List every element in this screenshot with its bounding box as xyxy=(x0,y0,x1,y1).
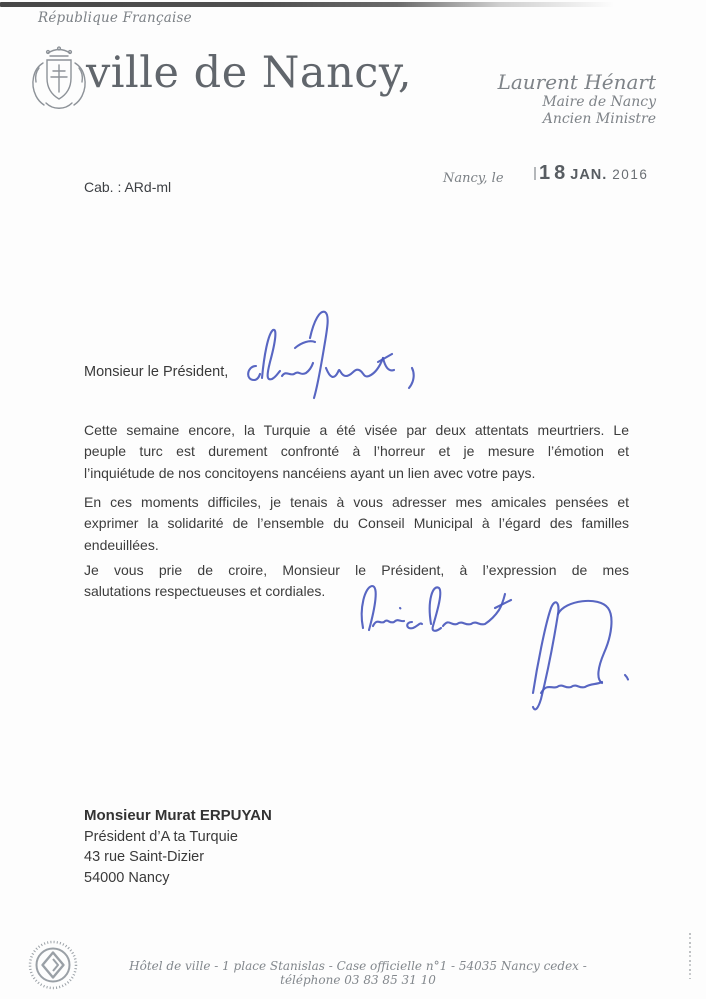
handwritten-signature xyxy=(505,595,635,715)
body-line: endeuillées. xyxy=(84,536,159,553)
stamp-month: JAN. xyxy=(570,167,608,183)
stamp-ink-smudge xyxy=(534,167,536,180)
nancy-coat-of-arms-icon xyxy=(26,44,92,114)
body-line: Je vous prie de croire, Monsieur le Président, à l’expression de mes xyxy=(84,562,629,578)
recipient-block xyxy=(84,806,272,889)
body-line: En ces moments difficiles, je tenais à vous adresser mes amicales pensées et xyxy=(84,494,629,510)
stamp-year: 2016 xyxy=(612,167,649,182)
recipient-street: 43 rue Saint-Dizier xyxy=(84,849,205,866)
body-line: l’inquiétude de nos concitoyens nancéiens ayant un lien avec votre pays. xyxy=(84,464,536,481)
paragraph-1 xyxy=(84,420,629,484)
recipient-city: 54000 Nancy xyxy=(84,870,170,887)
recipient-name: Monsieur Murat ERPUYAN xyxy=(84,807,272,824)
body-line: Cette semaine encore, la Turquie a été visée par deux attentats meurtriers. Le xyxy=(84,422,629,438)
dateline-place: Nancy, le xyxy=(443,171,504,186)
handwritten-greeting xyxy=(240,308,430,403)
sender-role-1: Maire de Nancy xyxy=(542,94,656,110)
body-line: salutations respectueuses et cordiales. xyxy=(84,583,326,600)
body-line: exprimer la solidarité de l’ensemble du Conseil Municipal à l’égard des familles xyxy=(84,515,629,532)
body-line: peuple turc est durement confronté à l’horreur et je mesure l’émotion et xyxy=(84,443,629,460)
cabinet-reference: Cab. : ARd-ml xyxy=(84,179,172,195)
sender-role-2: Ancien Ministre xyxy=(542,111,656,127)
handwritten-closing xyxy=(355,582,520,634)
sender-name: Laurent Hénart xyxy=(497,70,656,94)
footer-address: Hôtel de ville - 1 place Stanislas - Case officielle n°1 - 54035 Nancy cedex - téléphone 03 83 85 31 10 xyxy=(129,959,587,987)
recipient-title: Président d’A ta Turquie xyxy=(84,828,238,845)
scan-artifact-band xyxy=(0,2,640,7)
sender-block xyxy=(498,70,656,128)
republic-label: République Française xyxy=(38,10,192,26)
printer-registration-mark xyxy=(689,933,691,979)
stamp-day: 18 xyxy=(539,162,570,184)
date-stamp xyxy=(534,162,648,185)
recycled-paper-logo-icon xyxy=(28,940,78,990)
paragraph-2 xyxy=(84,492,629,556)
city-wordmark: ville de Nancy, xyxy=(86,48,413,98)
salutation: Monsieur le Président, xyxy=(84,364,229,380)
